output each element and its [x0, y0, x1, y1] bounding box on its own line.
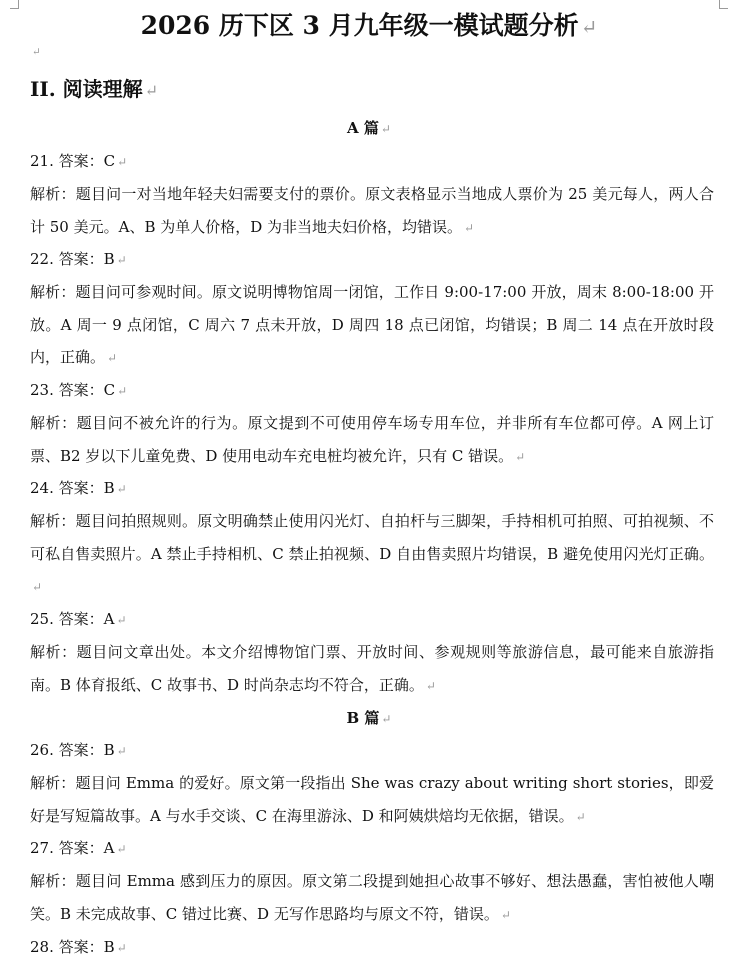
paragraph-mark-icon: ↵: [380, 122, 391, 136]
paragraph-mark-icon: ↵: [116, 941, 127, 955]
paragraph-mark-icon: ↵: [580, 15, 598, 39]
explanation-21: 解析：题目问一对当地年轻夫妇需要支付的票价。原文表格显示当地成人票价为 25 美元每人，两人合计 50 美元。A、B 为单人价格，D 为非当地夫妇价格，均错误。 ↵: [30, 185, 714, 236]
empty-paragraph: [30, 42, 41, 62]
answer-21: 21. 答案：C ↵: [30, 152, 128, 170]
answer-26: 26. 答案：B ↵: [30, 741, 127, 759]
paragraph-mark-icon: ↵: [116, 744, 127, 758]
answer-22: 22. 答案：B ↵: [30, 250, 127, 268]
paragraph-mark-icon: ↵: [464, 220, 475, 235]
explanation-27: 解析：题目问 Emma 感到压力的原因。原文第二段提到她担心故事不够好、想法愚蠢，害怕被他人嘲笑。B 未完成故事、C 错过比赛、D 无写作思路均与原文不符，错误。 ↵: [30, 872, 714, 923]
paragraph-mark-icon: ↵: [117, 384, 128, 398]
answer-24: 24. 答案：B ↵: [30, 479, 127, 497]
paragraph-mark-icon: ↵: [144, 81, 159, 100]
passage-b-title: B 篇 ↵: [346, 709, 392, 727]
paragraph-mark-icon: ↵: [32, 46, 41, 58]
answer-23: 23. 答案：C ↵: [30, 381, 128, 399]
paragraph-mark-icon: ↵: [116, 613, 127, 627]
paragraph-mark-icon: ↵: [381, 712, 392, 726]
paragraph-mark-icon: ↵: [107, 351, 118, 366]
paragraph-mark-icon: ↵: [515, 449, 526, 464]
explanation-25: 解析：题目问文章出处。本文介绍博物馆门票、开放时间、参观规则等旅游信息，最可能来自旅游指南。B 体育报纸、C 故事书、D 时尚杂志均不符合，正确。 ↵: [30, 643, 714, 694]
document-title: 2026 历下区 3 月九年级一模试题分析 ↵: [140, 11, 598, 40]
explanation-26: 解析：题目问 Emma 的爱好。原文第一段指出 She was crazy about writing short stories，即爱好是写短篇故事。A 与水手交谈、C 在海里游泳、D 和阿姨烘焙均无依据，错误。 ↵: [30, 774, 714, 825]
explanation-24: 解析：题目问拍照规则。原文明确禁止使用闪光灯、自拍杆与三脚架，手持相机可拍照、可拍视频、不可私自售卖照片。A 禁止手持相机、C 禁止拍视频、D 自由售卖照片均错误，B 避免使用闪光灯正确。↵: [30, 512, 714, 595]
paragraph-mark-icon: ↵: [425, 678, 436, 693]
answer-27: 27. 答案：A ↵: [30, 839, 127, 857]
passage-a-title: A 篇 ↵: [347, 119, 391, 137]
answer-28: 28. 答案：B ↵: [30, 938, 127, 956]
paragraph-mark-icon: ↵: [116, 482, 127, 496]
paragraph-mark-icon: ↵: [575, 809, 586, 824]
paragraph-mark-icon: ↵: [116, 253, 127, 267]
explanation-23: 解析：题目问不被允许的行为。原文提到不可使用停车场专用车位，并非所有车位都可停。A 网上订票、B2 岁以下儿童免费、D 使用电动车充电桩均被允许，只有 C 错误。 ↵: [30, 414, 714, 465]
section-heading: II. 阅读理解 ↵: [30, 77, 159, 101]
paragraph-mark-icon: ↵: [116, 842, 127, 856]
answer-25: 25. 答案：A ↵: [30, 610, 127, 628]
paragraph-mark-icon: ↵: [32, 580, 43, 595]
explanation-22: 解析：题目问可参观时间。原文说明博物馆周一闭馆，工作日 9:00-17:00 开放，周末 8:00-18:00 开放。A 周一 9 点闭馆，C 周六 7 点未开放，D 周四 18 点已闭馆，均错误；B 周二 14 点在开放时段内，正确。 ↵: [30, 283, 714, 367]
paragraph-mark-icon: ↵: [117, 155, 128, 169]
paragraph-mark-icon: ↵: [500, 907, 511, 922]
